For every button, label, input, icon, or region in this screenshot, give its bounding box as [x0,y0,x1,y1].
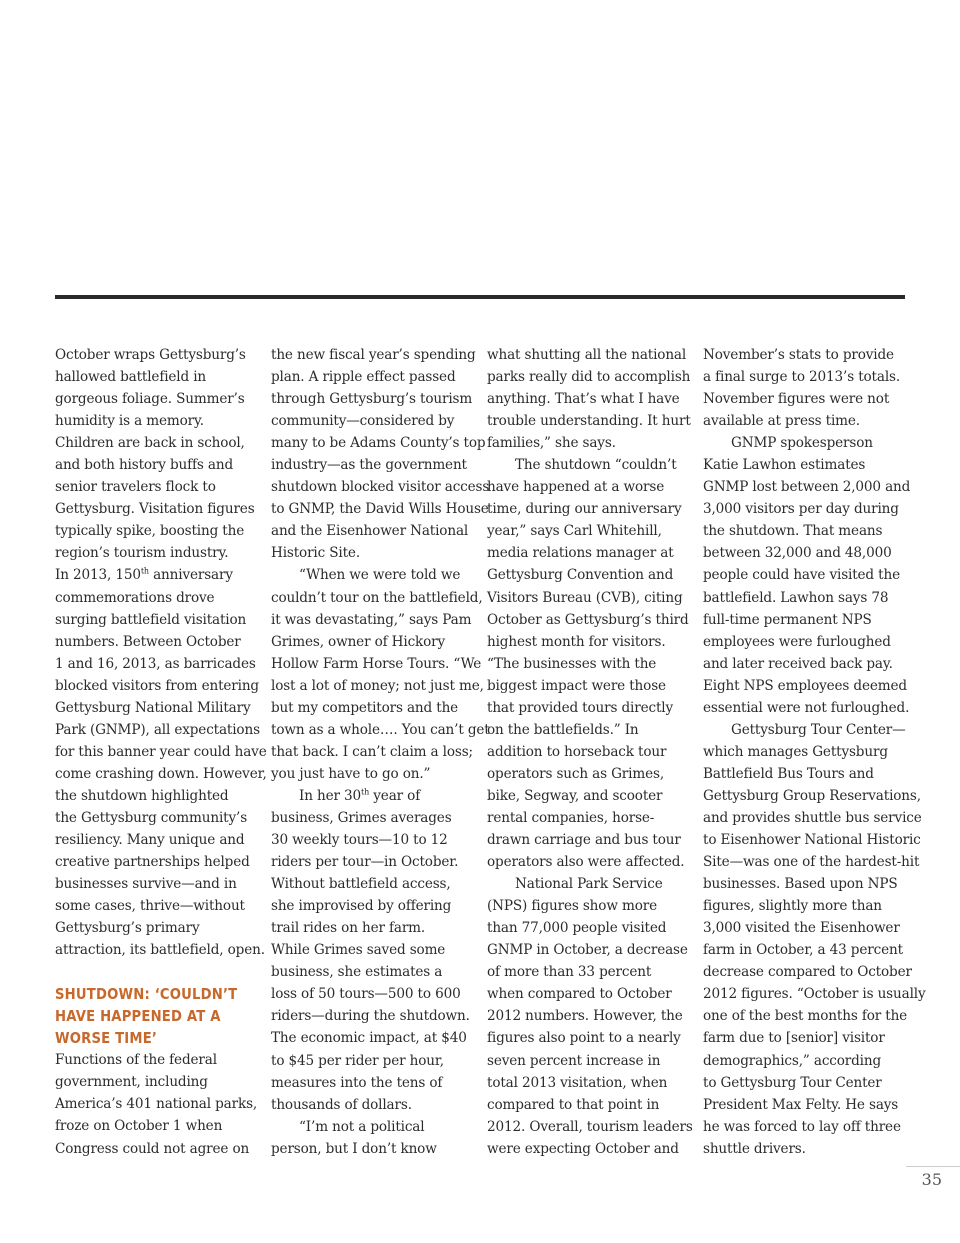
text-line: Children are back in school, [55,435,245,452]
text-line: plan. A ripple effect passed [271,369,456,386]
text-line: commemorations drove [55,589,215,606]
text-line: she improvised by offering [271,898,452,915]
text-line: media relations manager at [487,545,674,562]
text-line: creative partnerships helped [55,854,250,871]
paragraph [55,564,267,961]
text-line: The shutdown “couldn’t [515,457,677,474]
text-line: Gettysburg Convention and [487,567,674,584]
article-column-3 [487,344,692,1160]
text-line: some cases, thrive—without [55,898,245,915]
text-line: couldn’t tour on the battlefield, [271,589,483,606]
text-line: of more than 33 percent [487,964,652,981]
text-line: thousands of dollars. [271,1096,412,1113]
text-line: October wraps Gettysburg’s [55,347,246,363]
paragraph [703,432,911,719]
text-line: compared to that point in [487,1096,660,1113]
text-line: Park (GNMP), all expectations [55,721,260,738]
paragraph [55,1049,260,1159]
text-line: Katie Lawhon estimates [703,457,866,474]
text-line: 2012 figures. “October is usually [703,986,926,1003]
text-line: The economic impact, at $40 [271,1030,467,1047]
text-line: loss of 50 tours—500 to 600 [271,986,461,1003]
text-line: hallowed battlefield in [55,369,207,386]
text-line: typically spike, boosting the [55,523,245,540]
text-line: families,” she says. [487,435,616,452]
text-line: that provided tours directly [487,699,673,716]
text-line: drawn carriage and bus tour [487,832,681,849]
text-line: riders per tour—in October. [271,854,459,871]
text-line: you just have to go on.” [271,765,431,782]
text-line: 3,000 visitors per day during [703,501,899,518]
text-line: Functions of the federal [55,1052,217,1069]
text-line: the shutdown. That means [703,523,883,540]
text-line: riders—during the shutdown. [271,1008,470,1025]
text-line: 2012. Overall, tourism leaders [487,1118,693,1135]
text-line: trail rides on her farm. [271,920,426,937]
text-line: time, during our anniversary [487,501,682,518]
text-fragment: In 2013, 150 [55,567,141,584]
text-line: person, but I don’t know [271,1140,437,1157]
text-line: addition to horseback tour [487,743,667,760]
paragraph [703,719,926,1160]
text-line: 3,000 visited the Eisenhower [703,920,900,937]
text-line: full-time permanent NPS [703,611,872,628]
text-line: government, including [55,1074,208,1091]
text-line: figures also point to a nearly [487,1030,681,1047]
text-line: resiliency. Many unique and [55,832,245,849]
text-line: year,” says Carl Whitehill, [487,523,662,540]
text-line: and later received back pay. [703,655,893,672]
text-line: were expecting October and [487,1140,679,1157]
heading-line: WORSE TIME’ [55,1029,158,1048]
text-line: GNMP in October, a decrease [487,942,688,959]
text-line: he was forced to lay off three [703,1118,901,1135]
text-line: Hollow Farm Horse Tours. “We [271,655,482,672]
text-line: essential were not furloughed. [703,699,910,716]
text-line: to $45 per rider per hour, [271,1052,444,1069]
text-line: 2012 numbers. However, the [487,1008,683,1025]
heading-line: HAVE HAPPENED AT A [55,1007,221,1026]
text-line: Gettysburg. Visitation figures [55,501,255,518]
text-line: surging battlefield visitation [55,611,247,628]
article-column-1 [55,344,267,1160]
text-line: While Grimes saved some [271,942,446,959]
text-line: senior travelers flock to [55,479,216,496]
text-line: business, Grimes averages [271,809,452,826]
text-line: and provides shuttle bus service [703,809,922,826]
text-line: to Gettysburg Tour Center [703,1074,882,1091]
text-line: anything. That’s what I have [487,391,680,408]
text-line: one of the best months for the [703,1008,908,1025]
text-line: total 2013 visitation, when [487,1074,668,1091]
paragraph [271,344,490,564]
text-line: the Gettysburg community’s [55,809,248,826]
text-line: October as Gettysburg’s third [487,611,689,628]
text-line: farm in October, a 43 percent [703,942,903,959]
text-line: employees were furloughed [703,633,891,650]
text-line: froze on October 1 when [55,1118,223,1135]
paragraph [487,454,692,873]
text-line: measures into the tens of [271,1074,443,1091]
text-line: humidity is a memory. [55,413,204,430]
text-line: November’s stats to provide [703,347,894,363]
text-line: through Gettysburg’s tourism [271,391,473,408]
text-line: gorgeous foliage. Summer’s [55,391,245,408]
text-line: America’s 401 national parks, [55,1096,258,1113]
paragraph [703,344,908,432]
text-line: National Park Service [515,876,663,893]
paragraph [487,344,692,454]
text-line: Gettysburg’s primary [55,920,200,937]
text-line: on the battlefields.” In [487,721,639,738]
text-line: operators such as Grimes, [487,765,664,782]
text-fragment: In her 30 [299,787,362,804]
text-line: Gettysburg Tour Center— [731,721,906,738]
text-line [55,564,260,586]
text-line: businesses. Based upon NPS [703,876,898,893]
text-line: businesses survive—and in [55,876,237,893]
text-line: and both history buffs and [55,457,234,474]
text-line: figures, slightly more than [703,898,882,915]
text-line: demographics,” according [703,1052,882,1069]
text-line: 1 and 16, 2013, as barricades [55,655,256,672]
text-line: to GNMP, the David Wills House [271,501,489,518]
text-line: shuttle drivers. [703,1140,806,1157]
article-column-4 [703,344,926,1160]
text-line: “The businesses with the [487,655,657,672]
superscript: th [361,787,370,797]
text-line: available at press time. [703,413,860,430]
text-fragment: anniversary [148,567,233,584]
text-line: November figures were not [703,391,890,408]
text-line: community—considered by [271,413,455,430]
text-line: what shutting all the national [487,347,687,363]
text-line: Gettysburg National Military [55,699,251,716]
text-line: rental companies, horse- [487,809,655,826]
text-line: “I’m not a political [299,1118,425,1135]
text-line: many to be Adams County’s top [271,435,486,452]
text-line: that back. I can’t claim a loss; [271,743,473,760]
text-line: operators also were affected. [487,854,685,871]
text-line: it was devastating,” says Pam [271,611,472,628]
text-line: numbers. Between October [55,633,241,650]
text-line: Site—was one of the hardest-hit [703,854,920,871]
text-line: people could have visited the [703,567,900,584]
text-line: Grimes, owner of Hickory [271,633,446,650]
text-line: lost a lot of money; not just me, [271,677,484,694]
text-line: business, she estimates a [271,964,443,981]
text-line: President Max Felty. He says [703,1096,899,1113]
paragraph [55,344,260,564]
text-line: Without battlefield access, [271,876,451,893]
text-line: (NPS) figures show more [487,898,657,915]
text-line: have happened at a worse [487,479,665,496]
text-line: than 77,000 people visited [487,920,667,937]
text-line: seven percent increase in [487,1052,661,1069]
text-line: which manages Gettysburg [703,743,888,760]
text-line: “When we were told we [299,567,461,584]
text-line: Visitors Bureau (CVB), citing [487,589,683,606]
paragraph [271,564,490,784]
text-line: Gettysburg Group Reservations, [703,787,921,804]
page-number: 35 [921,1170,942,1189]
text-line: region’s tourism industry. [55,545,229,562]
text-line [271,785,476,807]
text-line: shutdown blocked visitor access [271,479,490,496]
text-line: the shutdown highlighted [55,787,229,804]
text-line: attraction, its battlefield, open. [55,942,265,959]
superscript: th [140,566,149,576]
text-line: Congress could not agree on [55,1140,250,1157]
text-line: to Eisenhower National Historic [703,832,921,849]
paragraph [487,873,692,1160]
article-column-2 [271,344,490,1160]
text-line: highest month for visitors. [487,633,666,650]
text-line: decrease compared to October [703,964,912,981]
text-line: GNMP lost between 2,000 and [703,479,911,496]
text-line: biggest impact were those [487,677,666,694]
text-line: but my competitors and the [271,699,459,716]
text-fragment: year of [369,787,421,804]
text-line: between 32,000 and 48,000 [703,545,892,562]
text-line: the new fiscal year’s spending [271,347,476,363]
text-line: when compared to October [487,986,672,1003]
text-line: a final surge to 2013’s totals. [703,369,901,386]
text-line: town as a whole…. You can’t get [271,721,490,738]
text-line: blocked visitors from entering [55,677,259,694]
text-line: parks really did to accomplish [487,369,691,386]
paragraph [271,785,476,1116]
text-line: for this banner year could have [55,743,267,760]
text-line: battlefield. Lawhon says 78 [703,589,889,606]
header-rule [55,295,905,299]
page-number-rule [906,1166,960,1167]
text-line: Eight NPS employees deemed [703,677,907,694]
text-line: come crashing down. However, [55,765,267,782]
text-line: bike, Segway, and scooter [487,787,663,804]
text-line: industry—as the government [271,457,467,474]
text-line: and the Eisenhower National [271,523,469,540]
text-line: 30 weekly tours—10 to 12 [271,832,448,849]
text-line: trouble understanding. It hurt [487,413,691,430]
text-line: Battlefield Bus Tours and [703,765,874,782]
paragraph [271,1116,476,1160]
text-line: farm due to [senior] visitor [703,1030,885,1047]
text-line: Historic Site. [271,545,360,562]
heading-line: SHUTDOWN: ‘COULDN’T [55,985,238,1004]
section-heading [55,983,238,1049]
text-line: GNMP spokesperson [731,435,873,452]
